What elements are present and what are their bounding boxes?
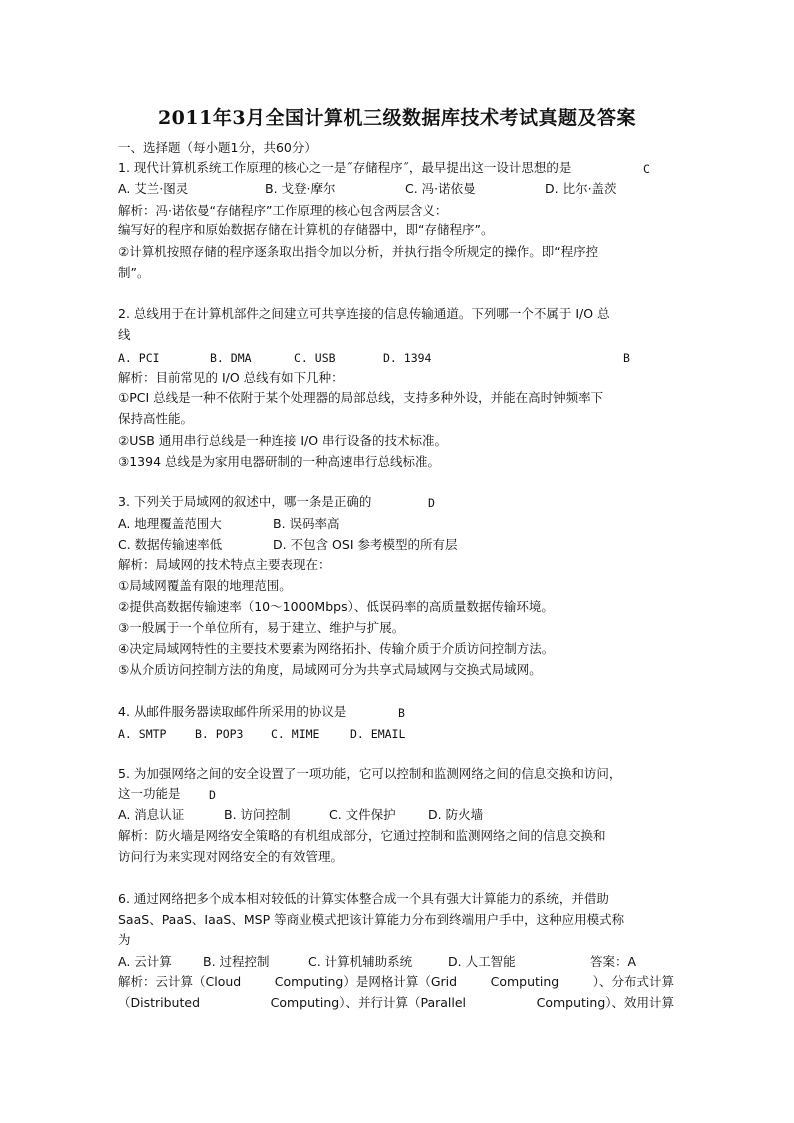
analysis-line: 制”。: [118, 265, 150, 280]
analysis-line: [118, 974, 674, 990]
option-c: C. 计算机辅助系统: [308, 954, 413, 969]
question-1-answer: C: [643, 162, 650, 176]
section-heading: 一、选择题（每小题1分，共60分）: [118, 140, 317, 155]
question-1-stem: [118, 160, 571, 176]
option-a: A. SMTP: [118, 727, 167, 741]
analysis-line: 解析：防火墙是网络安全策略的有机组成部分，它通过控制和监测网络之间的信息交换和: [118, 828, 606, 843]
option-a: A. 地理覆盖范围大: [118, 516, 222, 531]
analysis-line: 解析：局域网的技术特点主要表现在：: [118, 557, 331, 572]
option-d: D. 比尔·盖茨: [545, 181, 617, 196]
analysis-line: ①PCI 总线是一种不依附于某个处理器的局部总线，支持多种外设，并能在高时钟频率下: [118, 390, 604, 405]
analysis-line: [118, 995, 674, 1011]
analysis-line: 编写好的程序和原始数据存储在计算机的存储器中，即“存储程序”。: [118, 222, 494, 237]
question-6-stem-cont: SaaS、PaaS、IaaS、MSP 等商业模式把该计算能力分布到终端用户手中，这种应用模式称: [118, 912, 625, 927]
question-4-options: [118, 726, 678, 742]
analysis-line: 访问行为来实现对网络安全的有效管理。: [118, 849, 344, 864]
option-c: C. 文件保护: [329, 807, 396, 822]
question-2-options: [118, 350, 678, 366]
option-a: A. 消息认证: [118, 807, 185, 822]
question-5-answer: D: [209, 788, 216, 802]
document-title: 2011年3月全国计算机三级数据库技术考试真题及答案: [157, 107, 637, 129]
analysis-line: 保持高性能。: [118, 411, 194, 426]
option-c: C. USB: [294, 351, 336, 365]
question-6-stem: 6. 通过网络把多个成本相对较低的计算实体整合成一个具有强大计算能力的系统，并借助: [118, 891, 609, 906]
question-6-answer: 答案：A: [590, 954, 637, 969]
analysis-line: ③一般属于一个单位所有，易于建立、维护与扩展。: [118, 620, 405, 635]
option-c: C. MIME: [271, 727, 320, 741]
question-1-options: [118, 181, 678, 197]
question-text: 1. 现代计算机系统工作原理的核心之一是˝存储程序˝，最早提出这一设计思想的是: [118, 160, 572, 175]
analysis-line: ②USB 通用串行总线是一种连接 I/O 串行设备的技术标准。: [118, 433, 448, 448]
option-b: B. 戈登·摩尔: [265, 181, 336, 196]
analysis-segment: Computing: [490, 974, 560, 989]
question-3-options-row2: [118, 537, 678, 553]
option-c: C. 数据传输速率低: [118, 537, 223, 552]
question-3-options-row1: [118, 516, 678, 532]
analysis-line: ②提供高数据传输速率（10～1000Mbps）、低误码率的高质量数据传输环境。: [118, 599, 554, 614]
question-4-stem: 4. 从邮件服务器读取邮件所采用的协议是: [118, 704, 347, 719]
analysis-segment: ）、分布式计算: [592, 974, 674, 989]
option-a: A. PCI: [118, 351, 160, 365]
question-2-stem: 2. 总线用于在计算机部件之间建立可共享连接的信息传输通道。下列哪一个不属于 I/O 总: [118, 306, 610, 321]
option-d: D. 人工智能: [448, 954, 516, 969]
option-d: D. 1394: [383, 351, 432, 365]
question-4-answer: B: [398, 706, 405, 720]
analysis-segment: Computing）是网格计算（Grid: [274, 974, 458, 989]
option-b: B. POP3: [195, 727, 244, 741]
question-5-options: [118, 807, 678, 823]
option-d: D. EMAIL: [350, 727, 406, 741]
analysis-segment: Computing）、效用计算: [536, 995, 674, 1010]
option-b: B. DMA: [210, 351, 252, 365]
analysis-segment: Computing）、并行计算（Parallel: [270, 995, 467, 1010]
analysis-line: 解析：冯·诺依曼“存储程序”工作原理的核心包含两层含义：: [118, 203, 448, 218]
question-5-stem: 5. 为加强网络之间的安全设置了一项功能，它可以控制和监测网络之间的信息交换和访问，: [118, 766, 622, 781]
question-2-answer: B: [623, 351, 630, 365]
question-3-stem: 3. 下列关于局域网的叙述中，哪一条是正确的: [118, 494, 372, 509]
option-d: D. 不包含 OSI 参考模型的所有层: [273, 537, 458, 552]
analysis-line: ④决定局域网特性的主要技术要素为网络拓扑、传输介质于介质访问控制方法。: [118, 641, 555, 656]
option-d: D. 防火墙: [428, 807, 484, 822]
analysis-segment: 解析：云计算（Cloud: [118, 974, 242, 989]
analysis-line: ③1394 总线是为家用电器研制的一种高速串行总线标准。: [118, 454, 440, 469]
analysis-line: ⑤从介质访问控制方法的角度，局域网可分为共享式局域网与交换式局域网。: [118, 662, 542, 677]
option-b: B. 访问控制: [224, 807, 291, 822]
analysis-line: 解析：目前常见的 I/O 总线有如下几种：: [118, 370, 344, 385]
question-6-stem-cont: 为: [118, 932, 131, 947]
question-3-answer: D: [428, 496, 435, 510]
option-a: A. 云计算: [118, 954, 172, 969]
analysis-line: ②计算机按照存储的程序逐条取出指令加以分析，并执行指令所规定的操作。即“程序控: [118, 244, 599, 259]
option-c: C. 冯·诺依曼: [405, 181, 476, 196]
analysis-segment: （Distributed: [118, 995, 201, 1010]
option-a: A. 艾兰·图灵: [118, 181, 189, 196]
analysis-line: ①局域网覆盖有限的地理范围。: [118, 578, 292, 593]
question-5-stem-cont: 这一功能是: [118, 786, 181, 801]
question-6-options: [118, 954, 678, 970]
option-b: B. 误码率高: [273, 516, 340, 531]
option-b: B. 过程控制: [203, 954, 270, 969]
question-2-stem-cont: 线: [118, 327, 131, 342]
